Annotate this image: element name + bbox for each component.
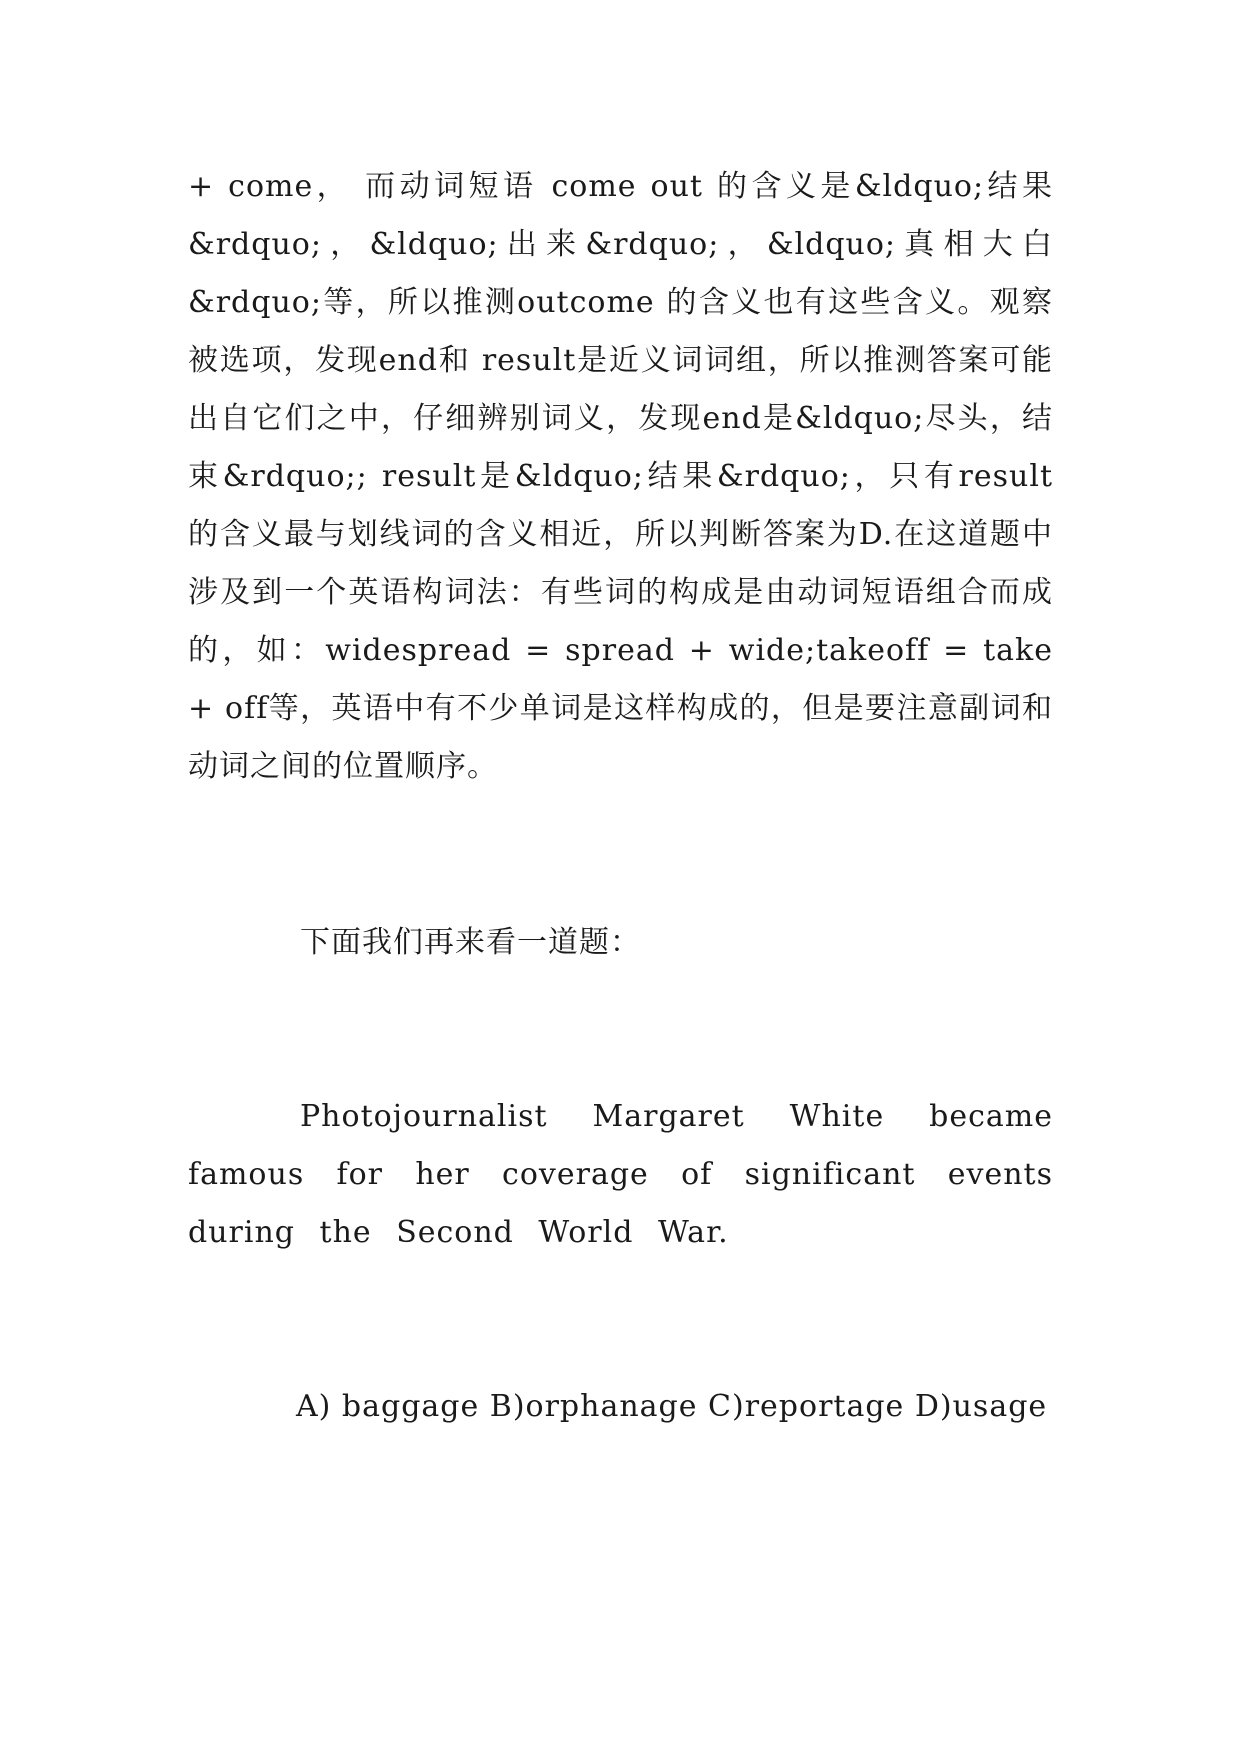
answer-options: A) baggage B)orphanage C)reportage D)usage: [296, 1389, 1048, 1424]
question-sentence: Photojournalist Margaret White became famous for her coverage of significant events during the Second World War.: [188, 1099, 1053, 1250]
explanation-paragraph: + come， 而动词短语 come out 的含义是&ldquo;结果&rdquo;，&ldquo;出来&rdquo;，&ldquo;真相大白&rdquo;等，所以推测outcome 的含义也有这些含义。观察被选项，发现end和 result是近义词词组，所以推测答案可能出自它们之中，仔细辨别词义，发现end是&ldquo;尽头，结束&rdquo;; result是&ldquo;结果&rdquo;，只有result 的含义最与划线词的含义相近，所以判断答案为D.在这道题中涉及到一个英语构词法：有些词的构成是由动词短语组合而成的，如：widespread = spread + wide;takeoff = take + off等，英语中有不少单词是这样构成的，但是要注意副词和动词之间的位置顺序。: [188, 169, 1053, 784]
intro-next-question: 下面我们再来看一道题：: [300, 925, 641, 960]
